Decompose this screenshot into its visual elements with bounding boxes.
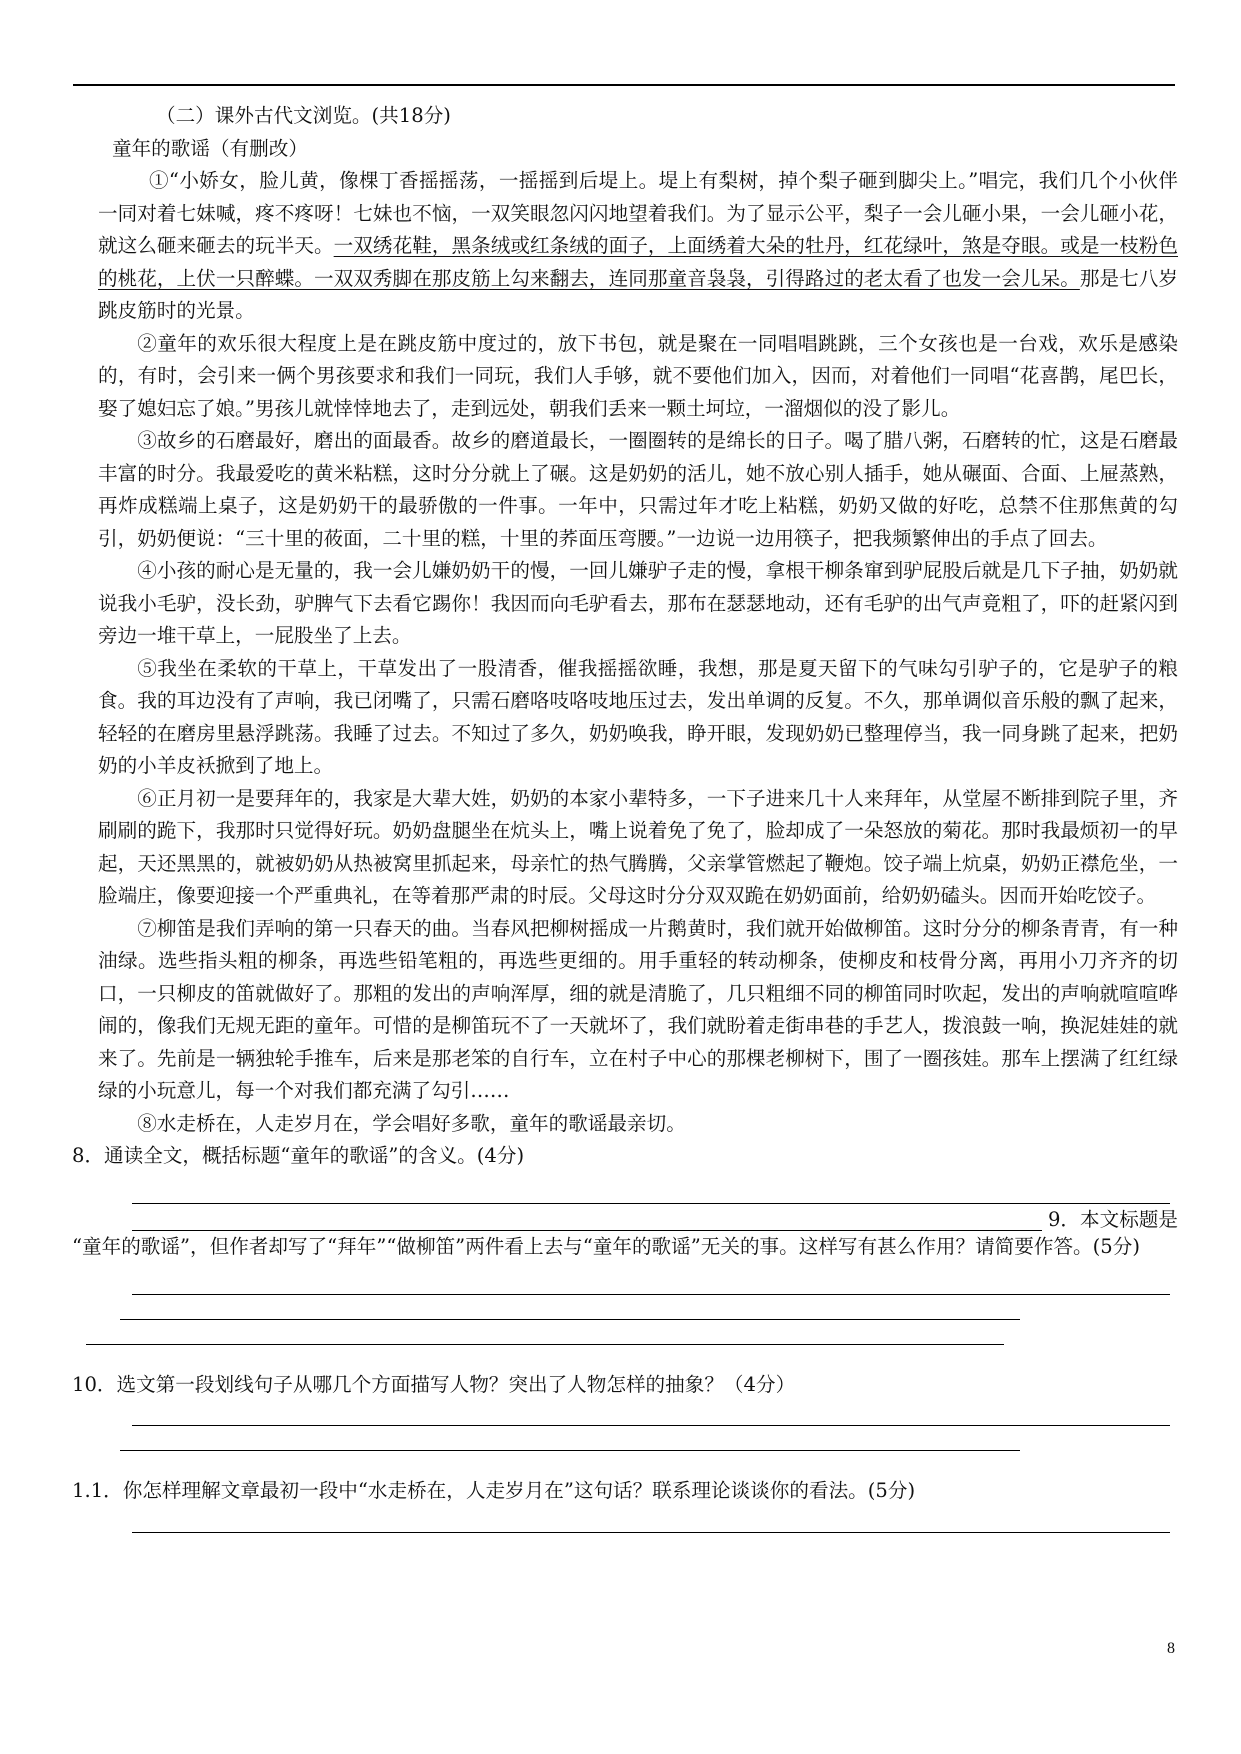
answer-line[interactable] [132,1532,1170,1533]
story-title: 童年的歌谣（有删改） [112,136,308,160]
paragraph-1-lead: ①“小娇女，脸儿黄，像棵丁香摇摇荡，一摇摇到后堤上。堤上有梨树，掉个梨子砸到脚尖上。”唱完，我们几个小伙伴一同对着七妹喊，疼不疼呀！七妹也不恼，一双笑眼忽闪闪地望着我们。为了显示公平，梨子一会儿砸小果，一会儿砸小花，就这么砸来砸去的玩半天。 [98,169,1178,257]
paragraph-7: ⑦柳笛是我们弄响的第一只春天的曲。当春风把柳树摇成一片鹅黄时，我们就开始做柳笛。这时分分的柳条青青，有一种油绿。选些指头粗的柳条，再选些铅笔粗的，再选些更细的。用手重轻的转动柳条，使柳皮和枝骨分离，再用小刀齐齐的切口，一只柳皮的笛就做好了。那粗的发出的声响浑厚，细的就是清脆了，几只粗细不同的柳笛同时吹起，发出的声响就喧喧哗闹的，像我们无规无距的童年。可惜的是柳笛玩不了一天就坏了，我们就盼着走街串巷的手艺人，拨浪鼓一响，换泥娃娃的就来了。先前是一辆独轮手推车，后来是那老笨的自行车，立在村子中心的那棵老柳树下，围了一圈孩娃。那车上摆满了红红绿绿的小玩意儿，每一个对我们都充满了勾引…… [98,916,1178,1102]
paragraph-6: ⑥正月初一是要拜年的，我家是大辈大姓，奶奶的本家小辈特多，一下子进来几十人来拜年，从堂屋不断排到院子里，齐刷刷的跪下，我那时只觉得好玩。奶奶盘腿坐在炕头上，嘴上说着免了免了，脸却成了一朵怒放的菊花。那时我最烦初一的早起，天还黑黑的，就被奶奶从热被窝里抓起来，母亲忙的热气腾腾，父亲掌管燃起了鞭炮。饺子端上炕桌，奶奶正襟危坐，一脸端庄，像要迎接一个严重典礼，在等着那严肃的时辰。父母这时分分双双跪在奶奶面前，给奶奶磕头。因而开始吃饺子。 [98,786,1178,907]
paragraph-5: ⑤我坐在柔软的干草上，干草发出了一股清香，催我摇摇欲睡，我想，那是夏天留下的气味勾引驴子的，它是驴子的粮食。我的耳边没有了声响，我已闭嘴了，只需石磨咯吱咯吱地压过去，发出单调的反复。不久，那单调似音乐般的飘了起来，轻轻的在磨房里悬浮跳荡。我睡了过去。不知过了多久，奶奶唤我，睁开眼，发现奶奶已整理停当，我一同身跳了起来，把奶奶的小羊皮袄掀到了地上。 [98,656,1178,777]
question-9-lead: 9．本文标题是 [1047,1207,1178,1231]
paragraph-2: ②童年的欢乐很大程度上是在跳皮筋中度过的，放下书包，就是聚在一同唱唱跳跳，三个女孩也是一台戏，欢乐是感染的，有时，会引来一俩个男孩要求和我们一同玩，我们人手够，就不要他们加入，因而，对着他们一同唱“花喜鹊，尾巴长，娶了媳妇忘了娘。”男孩儿就悻悻地去了，走到远处，朝我们丢来一颗土坷垃，一溜烟似的没了影儿。 [98,331,1178,420]
header-rule [73,84,1175,86]
page-number: 8 [1167,1640,1175,1657]
question-10: 10．选文第一段划线句子从哪几个方面描写人物？突出了人物怎样的抽象？（4分） [72,1372,796,1396]
exam-page [72,100,1179,1533]
paragraph-8: ⑧水走桥在，人走岁月在，学会唱好多歌，童年的歌谣最亲切。 [137,1111,686,1135]
question-9: “童年的歌谣”，但作者却写了“拜年”“做柳笛”两件看上去与“童年的歌谣”无关的事。这样写有甚么作用？请简要作答。(5分) [72,1235,1140,1258]
paragraph-4: ④小孩的耐心是无量的，我一会儿嫌奶奶干的慢，一回儿嫌驴子走的慢，拿根干柳条窜到驴屁股后就是几下子抽，奶奶就说我小毛驴，没长劲，驴脾气下去看它踢你！我因而向毛驴看去，那布在瑟瑟地动，还有毛驴的出气声竟粗了，吓的赶紧闪到旁边一堆干草上，一屁股坐了上去。 [98,559,1178,647]
section-title: （二）课外古代文浏览。(共18分) [156,104,451,127]
question-8: 8．通读全文，概括标题“童年的歌谣”的含义。(4分) [72,1144,525,1167]
question-11: 1.1．你怎样理解文章最初一段中“水走桥在，人走岁月在”这句话？联系理论谈谈你的看法。(5分) [72,1479,916,1502]
paragraph-1-tail: 那是七八岁跳皮筋时的光景。 [98,266,1179,322]
underlined-sentences: 一双绣花鞋，黑条绒或红条绒的面子，上面绣着大朵的牡丹，红花绿叶，煞是夺眼。或是一枝粉色的桃花，上伏一只醉蝶。一双双秀脚在那皮筋上勾来翻去，连同那童音袅袅，引得路过的老太看了也发一会儿呆。 [98,234,1179,290]
paragraph-3: ③故乡的石磨最好，磨出的面最香。故乡的磨道最长，一圈圈转的是绵长的日子。喝了腊八粥，石磨转的忙，这是石磨最丰富的时分。我最爱吃的黄米粘糕，这时分分就上了碾。这是奶奶的活儿，她不放心别人插手，她从碾面、合面、上屉蒸熟，再炸成糕端上桌子，这是奶奶干的最骄傲的一件事。一年中，只需过年才吃上粘糕，奶奶又做的好吃，总禁不住那焦黄的勾引，奶奶便说：“三十里的莜面，二十里的糕，十里的荞面压弯腰。”一边说一边用筷子，把我频繁伸出的手点了回去。 [98,429,1178,550]
paragraph-1 [98,165,1178,328]
